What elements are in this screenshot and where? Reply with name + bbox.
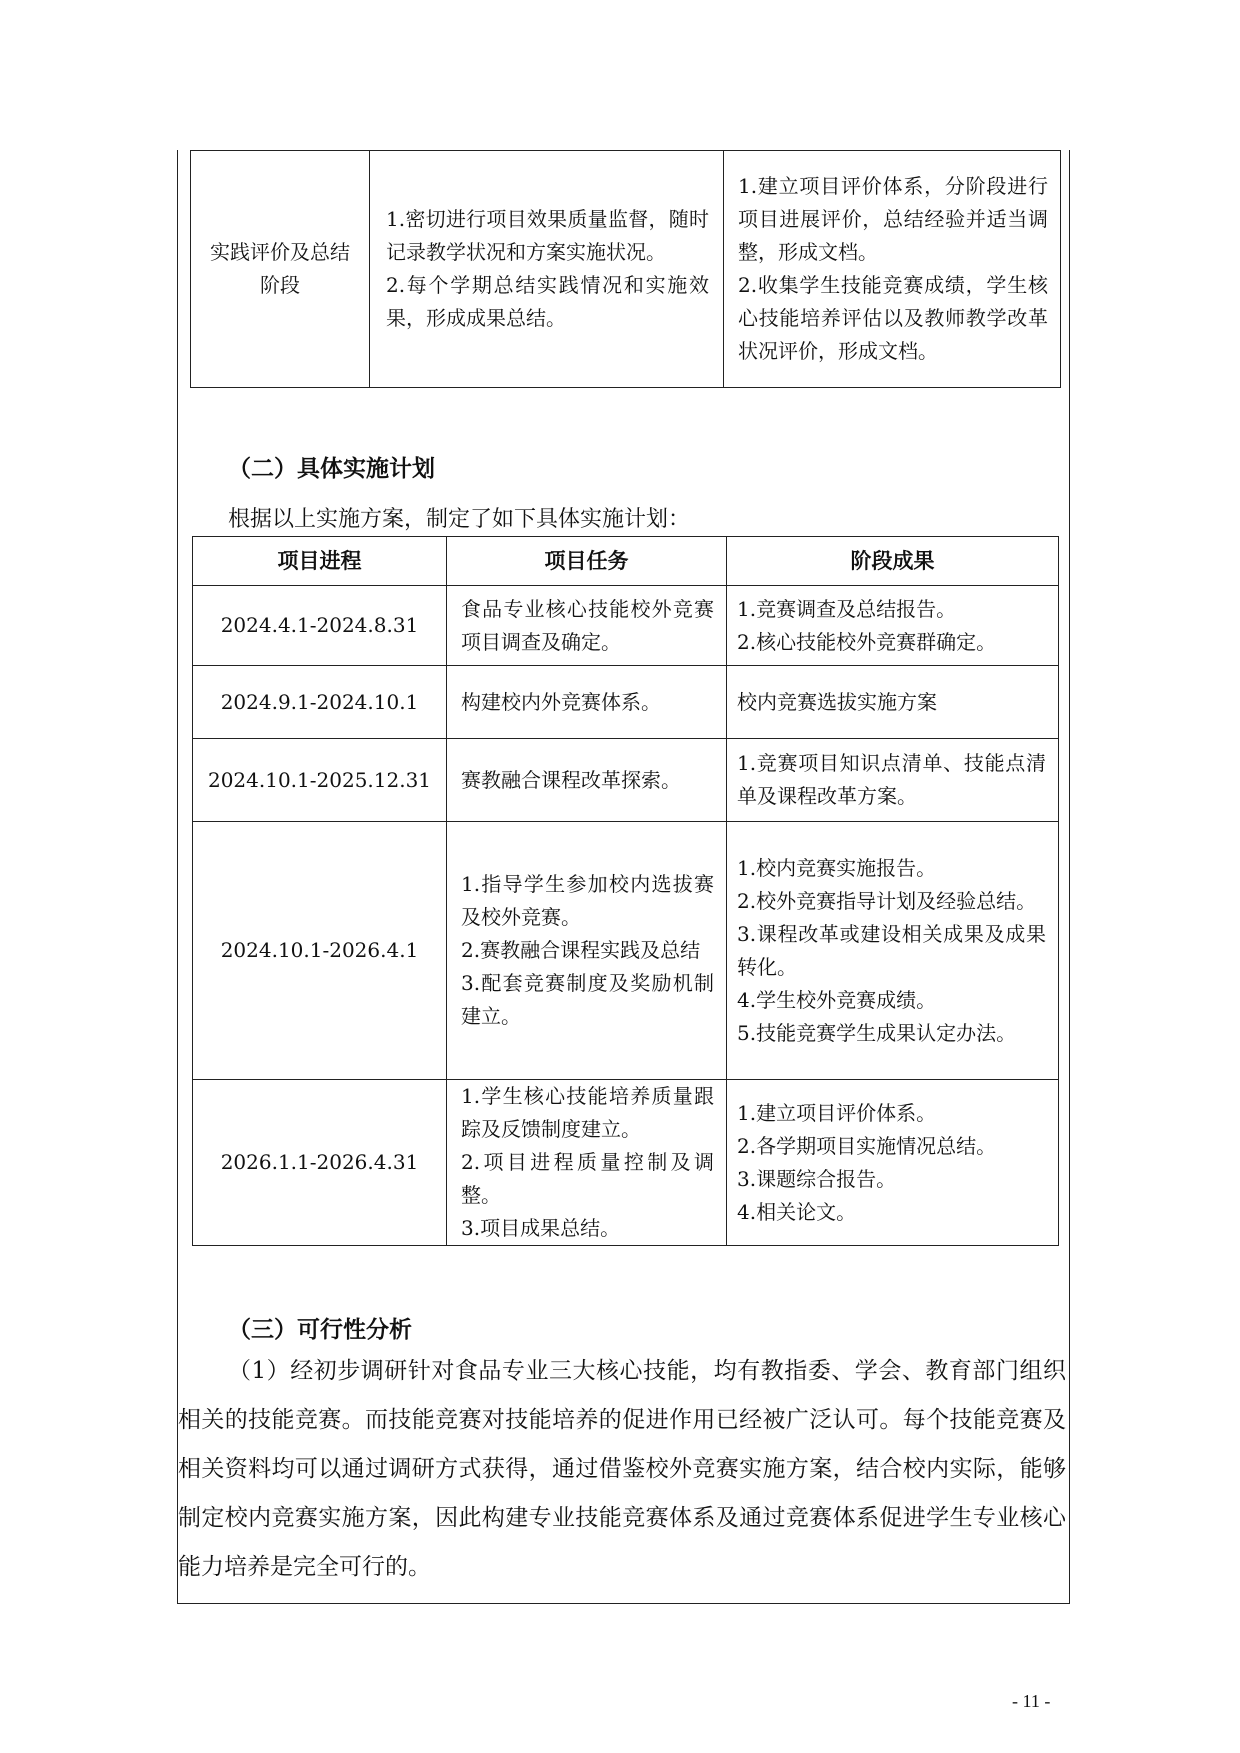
- date-cell: 2024.10.1-2025.12.31: [193, 739, 447, 822]
- stage-cell: [191, 151, 370, 388]
- table-row: [193, 1080, 1059, 1246]
- header-task: 项目任务: [447, 537, 727, 586]
- cell-line: 2.收集学生技能竞赛成绩，学生核心技能培养评估以及教师教学改革状况评价，形成文档。: [738, 273, 1048, 363]
- cell-line: 1.密切进行项目效果质量监督，随时记录教学状况和方案实施状况。: [386, 207, 709, 264]
- cell-line: 3.课程改革或建设相关成果及成果转化。: [737, 921, 1046, 979]
- table-row: [193, 739, 1059, 822]
- table-row: [193, 586, 1059, 666]
- table-row: [193, 822, 1059, 1080]
- cell-line: 2.核心技能校外竞赛群确定。: [737, 629, 997, 654]
- page-number: - 11 -: [1012, 1691, 1051, 1711]
- cell-line: 2.每个学期总结实践情况和实施效果，形成成果总结。: [386, 273, 709, 330]
- cell-line: 4.相关论文。: [737, 1199, 857, 1224]
- cell-line: 1.建立项目评价体系，分阶段进行项目进展评价，总结经验并适当调整，形成文档。: [738, 174, 1048, 264]
- task-cell: [447, 1080, 727, 1246]
- cell-line: 食品专业核心技能校外竞赛项目调查及确定。: [461, 596, 714, 654]
- result-cell: [727, 666, 1059, 739]
- cell-line: 4.学生校外竞赛成绩。: [737, 987, 937, 1012]
- header-result: 阶段成果: [727, 537, 1059, 586]
- date-cell: 2024.9.1-2024.10.1: [193, 666, 447, 739]
- cell-line: 赛教融合课程改革探索。: [461, 767, 681, 792]
- cell-line: 2.各学期项目实施情况总结。: [737, 1133, 997, 1158]
- cell-line: 5.技能竞赛学生成果认定办法。: [737, 1020, 1017, 1045]
- plan-intro: 根据以上实施方案，制定了如下具体实施计划：: [228, 507, 691, 532]
- implementation-plan-table: [192, 536, 1059, 1246]
- cell-line: 3.配套竞赛制度及奖励机制建立。: [461, 971, 714, 1028]
- cell-line: 2.校外竞赛指导计划及经验总结。: [737, 888, 1037, 913]
- cell-line: 2.赛教融合课程实践及总结: [461, 938, 701, 962]
- cell-line: 1.学生核心技能培养质量跟踪及反馈制度建立。: [461, 1084, 714, 1141]
- outcomes-cell: [724, 151, 1061, 388]
- result-cell: [727, 822, 1059, 1080]
- feasibility-paragraph: [178, 1347, 1066, 1592]
- cell-line: 1.校内竞赛实施报告。: [737, 855, 937, 880]
- cell-line: 1.建立项目评价体系。: [737, 1100, 937, 1125]
- stage-label: 实践评价及总结阶段: [210, 240, 350, 297]
- cell-line: 构建校内外竞赛体系。: [461, 689, 661, 714]
- table-row: [193, 666, 1059, 739]
- cell-line: 校内竞赛选拔实施方案: [737, 689, 937, 714]
- cell-line: 1.竞赛调查及总结报告。: [737, 596, 957, 621]
- measures-cell: [370, 151, 724, 388]
- date-cell: 2026.1.1-2026.4.31: [193, 1080, 447, 1246]
- table-row: [191, 151, 1061, 388]
- section-heading-3: （三）可行性分析: [228, 1317, 412, 1343]
- cell-line: 3.项目成果总结。: [461, 1216, 621, 1240]
- cell-line: 1.指导学生参加校内选拔赛及校外竞赛。: [461, 872, 714, 929]
- paragraph-text: （1）经初步调研针对食品专业三大核心技能，均有教指委、学会、教育部门组织相关的技能竞赛。而技能竞赛对技能培养的促进作用已经被广泛认可。每个技能竞赛及相关资料均可以通过调研方式获得，通过借鉴校外竞赛实施方案，结合校内实际，能够制定校内竞赛实施方案，因此构建专业技能竞赛体系及通过竞赛体系促进学生专业核心能力培养是完全可行的。: [178, 1358, 1066, 1580]
- task-cell: [447, 822, 727, 1080]
- task-cell: [447, 586, 727, 666]
- task-cell: [447, 666, 727, 739]
- table-header-row: [193, 537, 1059, 586]
- result-cell: [727, 1080, 1059, 1246]
- result-cell: [727, 586, 1059, 666]
- date-cell: 2024.10.1-2026.4.1: [193, 822, 447, 1080]
- cell-line: 2.项目进程质量控制及调整。: [461, 1150, 714, 1207]
- evaluation-stage-table: [190, 150, 1061, 388]
- date-cell: 2024.4.1-2024.8.31: [193, 586, 447, 666]
- task-cell: [447, 739, 727, 822]
- section-heading-2: （二）具体实施计划: [228, 456, 435, 482]
- cell-line: 3.课题综合报告。: [737, 1166, 897, 1191]
- cell-line: 1.竞赛项目知识点清单、技能点清单及课程改革方案。: [737, 751, 1046, 808]
- result-cell: [727, 739, 1059, 822]
- header-progress: 项目进程: [193, 537, 447, 586]
